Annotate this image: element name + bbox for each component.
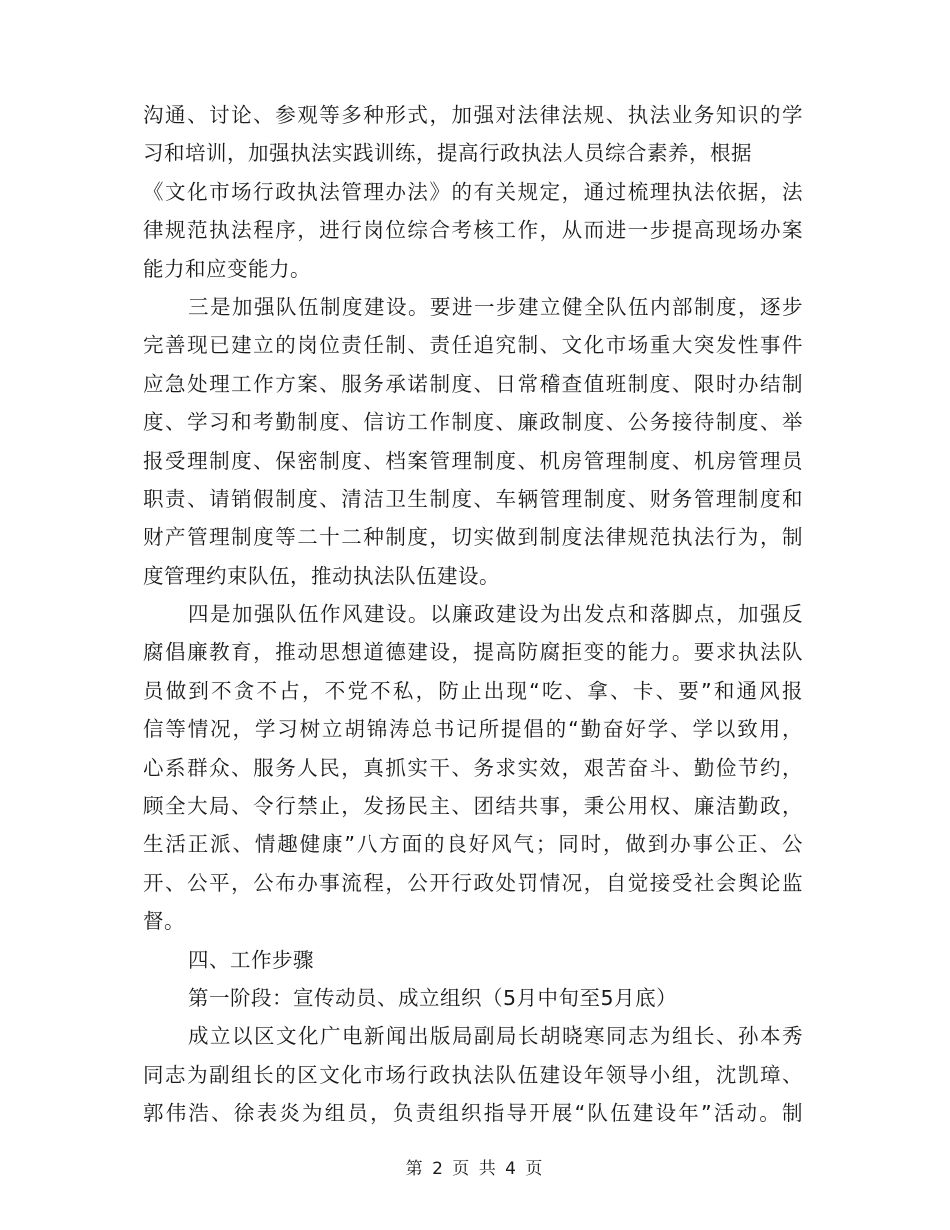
text-line: 第一阶段：宣传动员、成立组织（5月中旬至5月底） [188, 985, 678, 1010]
text-line: 报受理制度、保密制度、档案管理制度、机房管理制度、机房管理员 [143, 448, 803, 473]
text-line: 同志为副组长的区文化市场行政执法队伍建设年领导小组，沈凯璋、 [143, 1062, 803, 1087]
text-line: 三是加强队伍制度建设。要进一步建立健全队伍内部制度，逐步 [188, 294, 803, 319]
text-line: 职责、请销假制度、清洁卫生制度、车辆管理制度、财务管理制度和 [143, 486, 803, 511]
text-line: 完善现已建立的岗位责任制、责任追究制、文化市场重大突发性事件 [143, 333, 803, 358]
text-line: 四、工作步骤 [188, 947, 314, 972]
text-line: 心系群众、服务人民，真抓实干、务求实效，艰苦奋斗、勤俭节约， [143, 755, 803, 780]
text-line: 信等情况，学习树立胡锦涛总书记所提倡的“勤奋好学、学以致用， [143, 717, 803, 742]
text-line: 律规范执法程序，进行岗位综合考核工作，从而进一步提高现场办案 [143, 218, 803, 243]
text-line: 开、公平，公布办事流程，公开行政处罚情况，自觉接受社会舆论监 [143, 870, 803, 895]
text-line: 郭伟浩、徐表炎为组员，负责组织指导开展“队伍建设年”活动。制 [143, 1101, 803, 1126]
text-line: 度管理约束队伍，推动执法队伍建设。 [143, 563, 500, 588]
text-line: 腐倡廉教育，推动思想道德建设，提高防腐拒变的能力。要求执法队 [143, 640, 803, 665]
text-line: 督。 [143, 909, 185, 934]
text-line: 能力和应变能力。 [143, 256, 311, 281]
text-line: 员做到不贪不占，不党不私，防止出现“吃、拿、卡、要”和通风报 [143, 678, 803, 703]
text-line: 生活正派、情趣健康”八方面的良好风气；同时，做到办事公正、公 [143, 832, 803, 857]
text-line: 财产管理制度等二十二种制度，切实做到制度法律规范执法行为，制 [143, 525, 803, 550]
document-body [143, 96, 803, 1133]
text-line: 应急处理工作方案、服务承诺制度、日常稽查值班制度、限时办结制 [143, 371, 803, 396]
text-line: 沟通、讨论、参观等多种形式，加强对法律法规、执法业务知识的学 [143, 103, 803, 127]
text-line: 习和培训，加强执法实践训练，提高行政执法人员综合素养，根据 [143, 141, 752, 166]
text-line: 《文化市场行政执法管理办法》的有关规定，通过梳理执法依据，法 [143, 179, 803, 204]
text-line: 四是加强队伍作风建设。以廉政建设为出发点和落脚点，加强反 [188, 602, 803, 627]
text-line: 度、学习和考勤制度、信访工作制度、廉政制度、公务接待制度、举 [143, 410, 803, 435]
text-line: 成立以区文化广电新闻出版局副局长胡晓寒同志为组长、孙本秀 [188, 1024, 803, 1049]
page-number-footer: 第 2 页 共 4 页 [405, 1159, 545, 1179]
text-line: 顾全大局、令行禁止，发扬民主、团结共事，秉公用权、廉洁勤政， [143, 794, 803, 819]
